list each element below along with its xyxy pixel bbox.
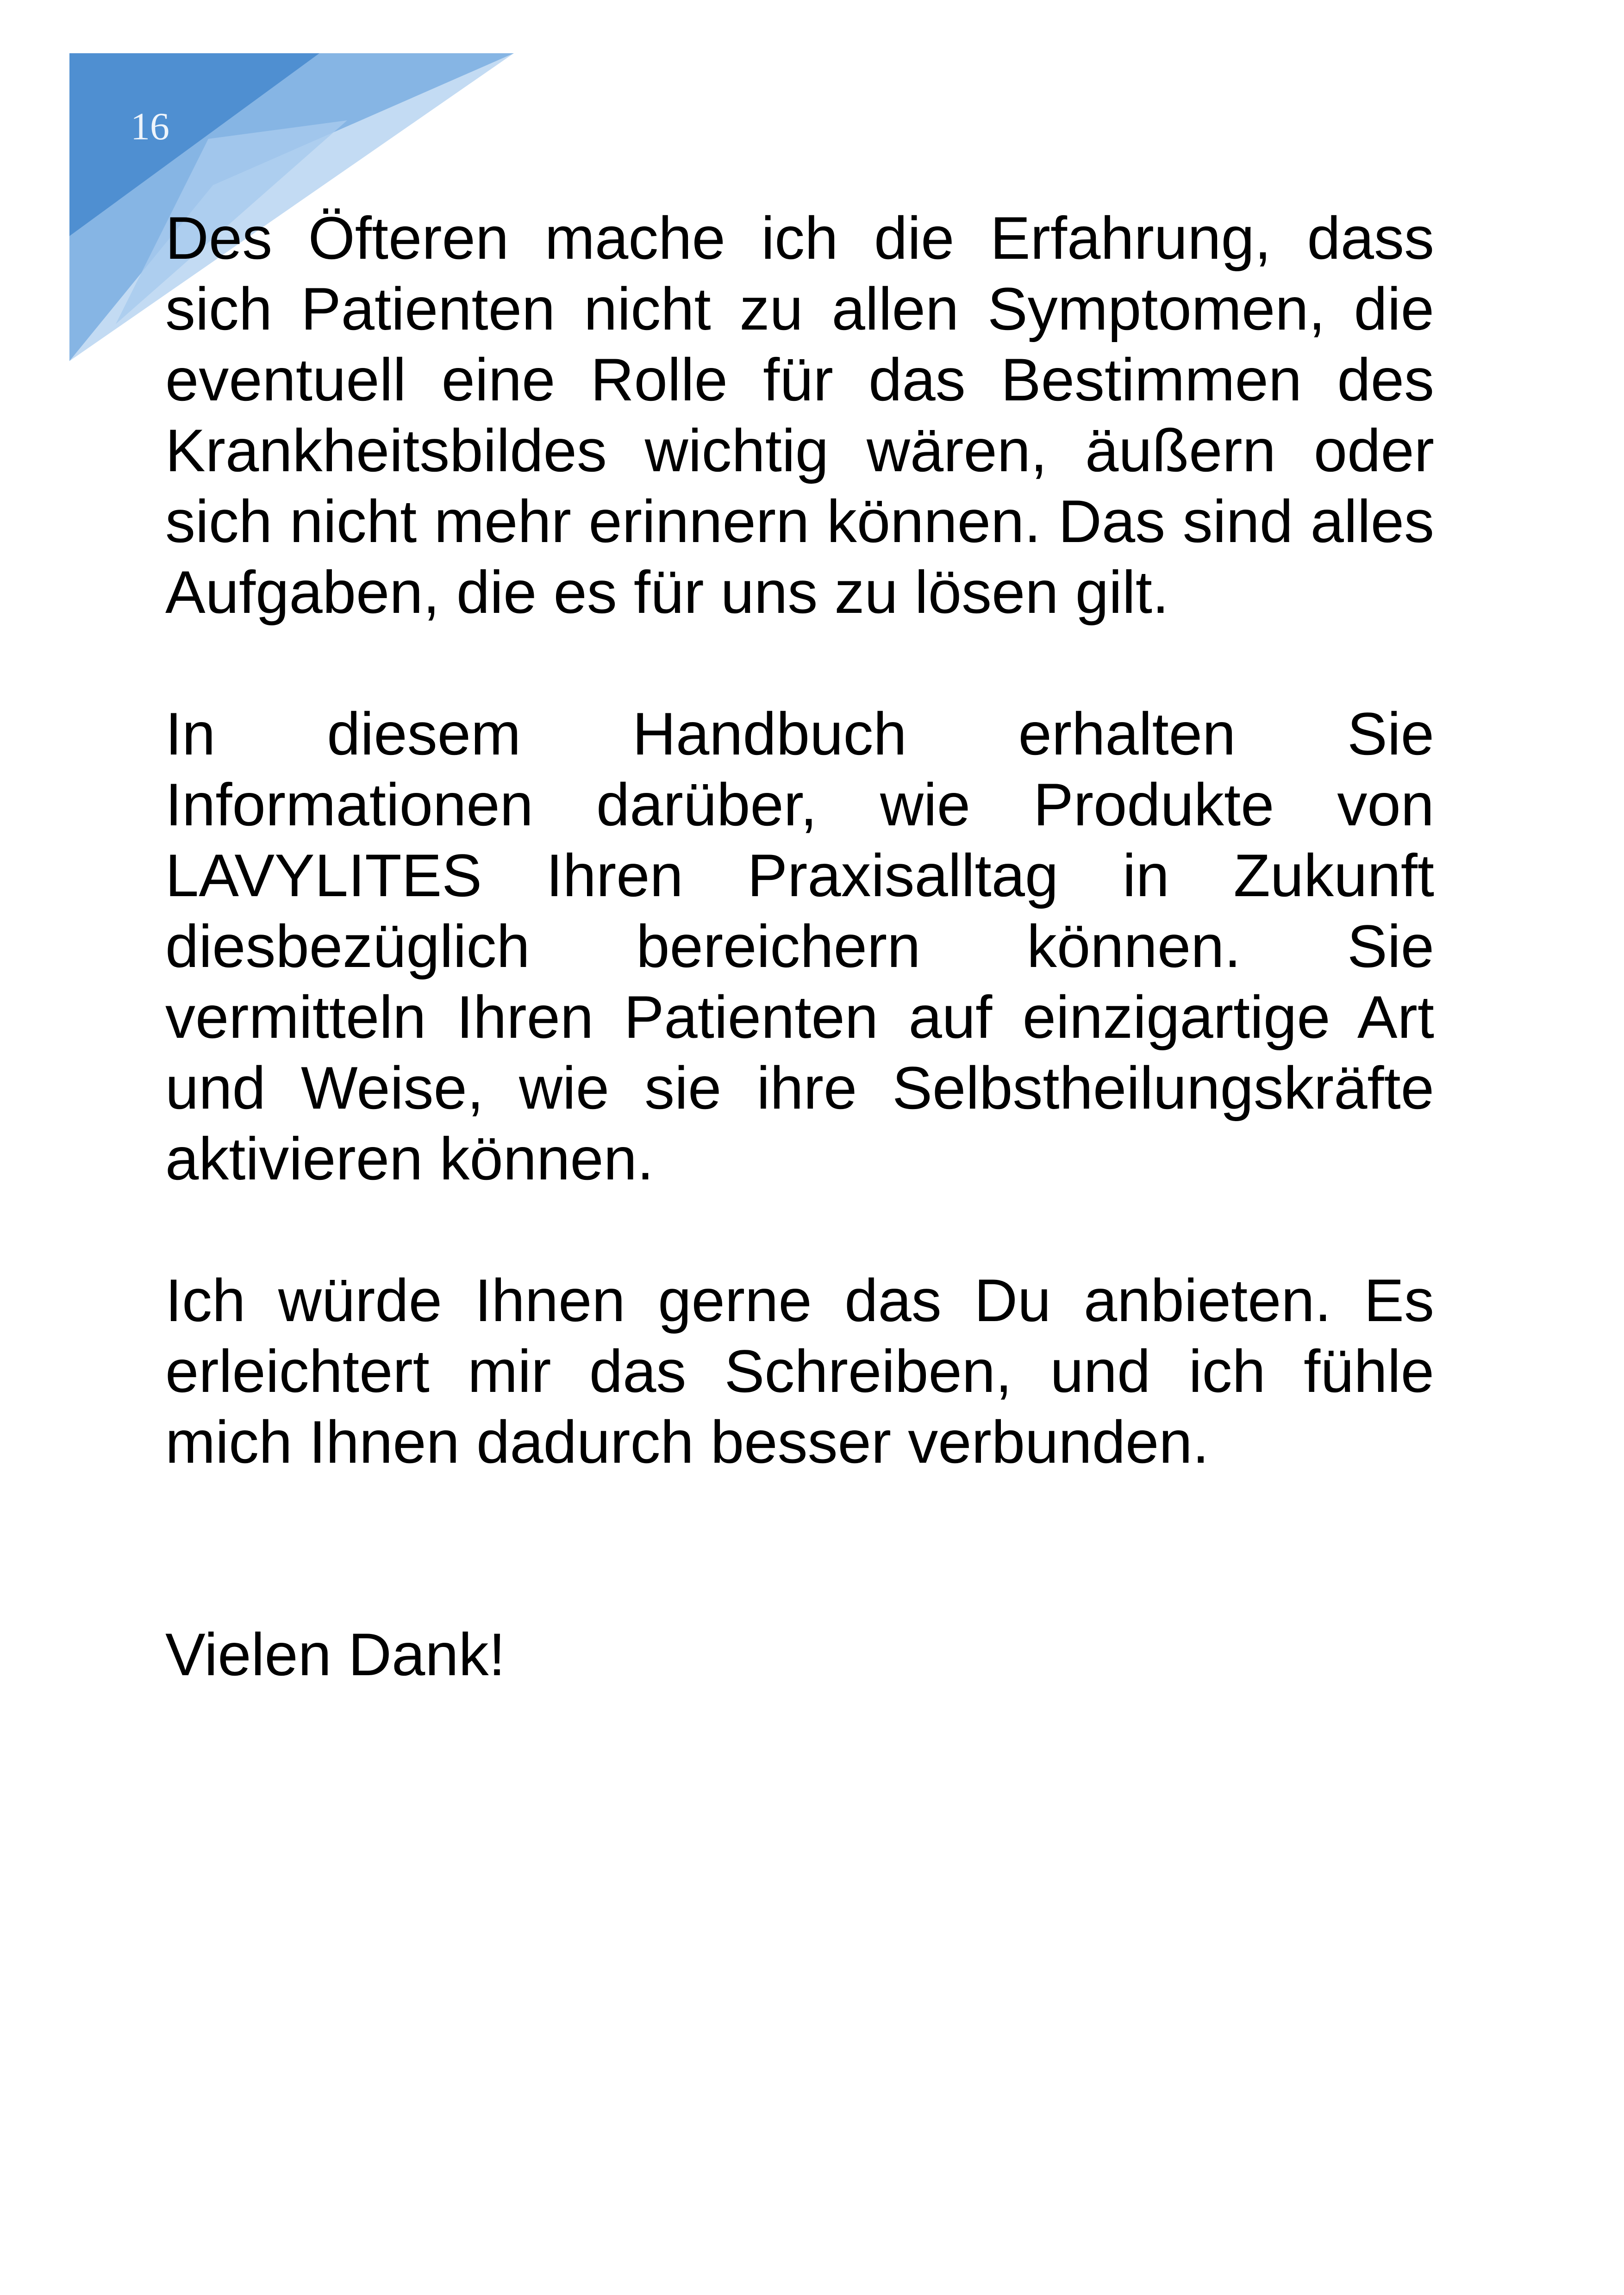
paragraph-spacer (165, 628, 1434, 698)
paragraph-spacer (165, 1194, 1434, 1265)
paragraph-1: Des Öfteren mache ich die Erfahrung, dass sich Patienten nicht zu allen Symptomen, die eventuell eine Rolle für das Bestimmen des Krankheitsbildes wichtig wären, äußern oder sich nicht mehr erinnern können. Das sind alles Aufgaben, die es für uns zu lösen gilt. (165, 204, 1434, 626)
paragraph-3: Ich würde Ihnen gerne das Du anbieten. Es erleichtert mir das Schreiben, und ich fühle mich Ihnen dadurch besser verbunden. (165, 1266, 1434, 1476)
body-text (165, 203, 1434, 1690)
page-number: 16 (131, 107, 169, 146)
closing-spacer (165, 1478, 1434, 1619)
closing-line: Vielen Dank! (165, 1621, 506, 1688)
paragraph-2: In diesem Handbuch erhalten Sie Informationen darüber, wie Produkte von LAVYLITES Ihren Praxisalltag in Zukunft diesbezüglich bereichern können. Sie vermitteln Ihren Patienten auf einzigartige Art und Weise, wie sie ihre Selbstheilungskräfte aktivieren können. (165, 700, 1434, 1192)
